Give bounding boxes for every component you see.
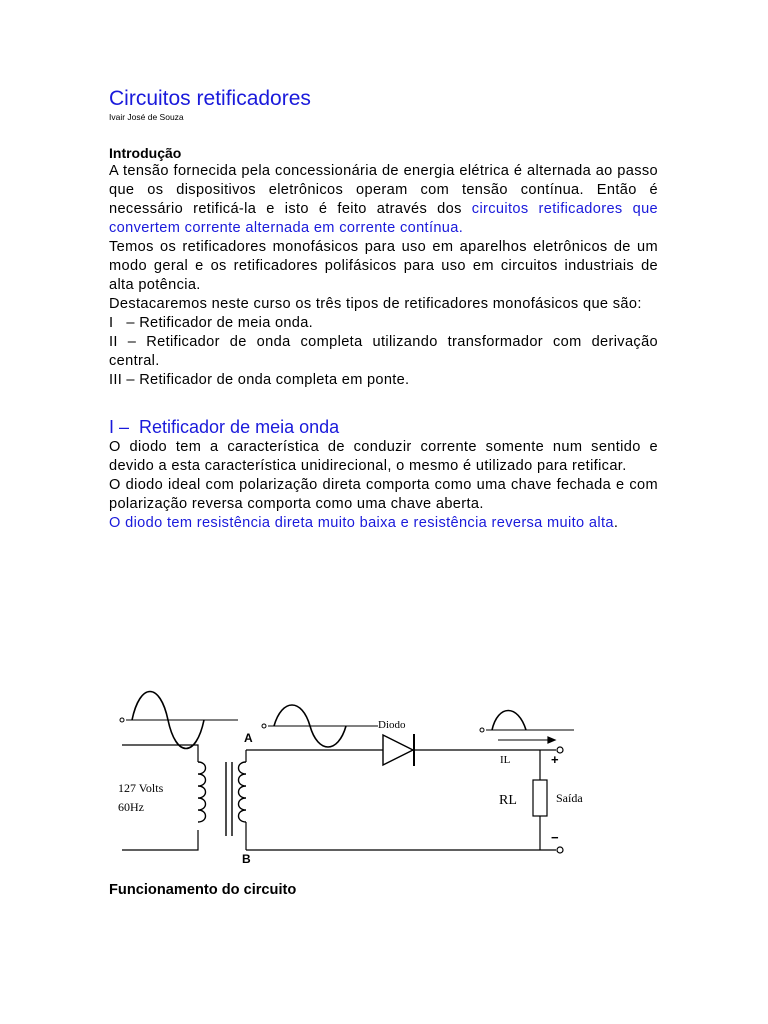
input-sine-wave xyxy=(120,692,238,749)
intro-paragraph-3: Destacaremos neste curso os três tipos de retificadores monofásicos que são: xyxy=(109,296,642,312)
intro-paragraph-1-text: A tensão fornecida pela concessionária de energia elétrica é alternada ao passo que os dispositivos eletrônicos operam com tensão contínua. Então é necessário retificá-la e isto é feito através dos xyxy=(109,163,658,217)
load-resistor xyxy=(533,780,547,816)
function-heading: Funcionamento do circuito xyxy=(109,882,297,898)
intro-heading: Introdução xyxy=(109,145,182,161)
current-label: IL xyxy=(500,754,511,766)
diode-symbol xyxy=(383,734,414,766)
secondary-winding xyxy=(239,762,247,822)
output-label: Saída xyxy=(556,791,583,805)
node-a-label: A xyxy=(244,731,253,745)
transformer-output-wave xyxy=(262,705,378,747)
source-frequency-label: 60Hz xyxy=(118,800,144,814)
section-1-paragraph-1: O diodo tem a característica de conduzir corrente somente num sentido e devido a esta característica unidirecional, o mesmo é utilizado para retificar. xyxy=(109,439,658,474)
section-1-heading: I – Retificador de meia onda xyxy=(109,417,340,437)
document-page xyxy=(109,86,658,533)
page-title: Circuitos retificadores xyxy=(109,87,311,110)
source-voltage-label: 127 Volts xyxy=(118,781,164,795)
terminal-negative xyxy=(557,847,563,853)
intro-paragraph-1 xyxy=(109,162,658,238)
list-item-2: II – Retificador de onda completa utilizando transformador com derivação central. xyxy=(109,334,658,369)
list-item-3: III – Retificador de onda completa em ponte. xyxy=(109,372,410,388)
negative-sign: − xyxy=(551,830,559,845)
section-1-paragraph-3-end: . xyxy=(613,515,619,531)
list-item-1: I – Retificador de meia onda. xyxy=(109,315,313,331)
diode-label: Diodo xyxy=(378,719,406,731)
current-arrow xyxy=(498,737,555,743)
section-1-paragraph-2: O diodo ideal com polarização direta comporta como uma chave fechada e com polarização reversa comporta como uma chave aberta. xyxy=(109,477,658,512)
intro-paragraph-2: Temos os retificadores monofásicos para uso em aparelhos eletrônicos de um modo geral e os retificadores polifásicos para uso em circuitos industriais de alta potência. xyxy=(109,239,658,293)
section-1-paragraph-3 xyxy=(109,514,658,533)
load-label: RL xyxy=(499,793,517,808)
author: Ivair José de Souza xyxy=(109,112,184,122)
half-wave-rectifier-diagram xyxy=(108,690,588,870)
positive-sign: + xyxy=(551,752,559,767)
node-b-label: B xyxy=(242,852,251,866)
section-1-paragraph-3-highlight: O diodo tem resistência direta muito baixa e resistência reversa muito alta xyxy=(109,515,614,531)
intro-paragraph-1-highlight: circuitos retificadores que convertem corrente alternada em corrente contínua. xyxy=(109,201,659,236)
rectified-output-wave xyxy=(480,711,574,733)
primary-circuit xyxy=(122,745,206,850)
